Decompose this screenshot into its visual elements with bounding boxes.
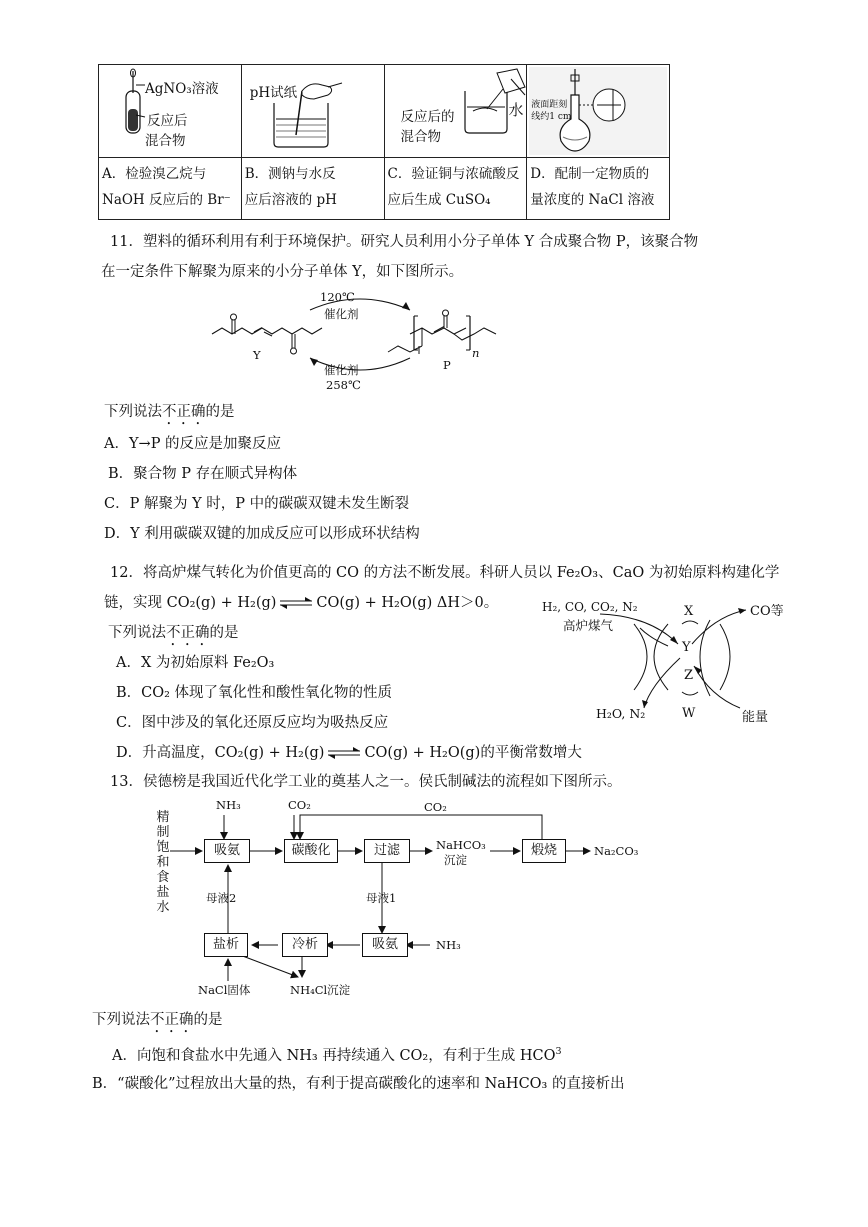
nahco3-label: NaHCO₃ <box>436 838 486 852</box>
q12-option-d[interactable]: D．升高温度，CO₂(g) + H₂(g) CO(g) + H₂O(g)的平衡常数增大 <box>116 745 582 761</box>
salting-out-box: 盐析 <box>204 933 248 957</box>
caption-line-1: C．验证铜与浓硫酸反 <box>387 166 520 182</box>
filter-box: 过滤 <box>364 839 410 863</box>
q12-stem-2: 链，实现 CO₂(g) + H₂(g) CO(g) + H₂O(g) ΔH＞0。 <box>104 595 499 611</box>
mixture-label-1: 反应后 <box>147 113 188 129</box>
equilibrium-arrow-icon <box>327 747 361 759</box>
cycle-y: Y <box>682 640 691 655</box>
mixture-label-1: 反应后的 <box>400 109 455 125</box>
q10-option-table <box>98 64 670 220</box>
q12-option-b[interactable]: B．CO₂ 体现了氧化性和酸性氧化物的性质 <box>116 685 393 701</box>
q12-option-c[interactable]: C．图中涉及的氧化还原反应均为吸热反应 <box>116 715 389 731</box>
cycle-output-top: CO等 <box>750 604 784 619</box>
q12-question: 下列说法不正确的是 <box>108 625 239 641</box>
q11-option-b[interactable]: B．聚合物 P 存在顺式异构体 <box>108 466 298 482</box>
q13-question: 下列说法不正确的是 <box>92 1012 223 1028</box>
q10-option-d[interactable] <box>527 158 670 220</box>
nh3-bottom: NH₃ <box>436 938 461 952</box>
caption-line-2: 量浓度的 NaCl 溶液 <box>530 192 655 208</box>
cycle-x: X <box>684 604 694 619</box>
q13-option-a[interactable]: A．向饱和食盐水中先通入 NH₃ 再持续通入 CO₂，有利于生成 HCO$^3$ <box>112 1046 562 1064</box>
mother-liquor-2: 母液2 <box>206 891 237 905</box>
polymer-label: P <box>443 358 451 372</box>
q11-question: 下列说法不正确的是 <box>104 404 235 420</box>
reagent-label: AgNO₃溶液 <box>145 81 219 97</box>
q10-option-a[interactable] <box>99 158 242 220</box>
q11-option-a[interactable]: A．Y→P 的反应是加聚反应 <box>104 436 282 452</box>
q10-cell-a-figure <box>99 65 242 158</box>
water-label: 水 <box>508 101 524 119</box>
top-temperature: 120℃ <box>320 290 355 304</box>
mixture-label-2: 混合物 <box>400 129 441 145</box>
q11-option-c[interactable]: C．P 解聚为 Y 时，P 中的碳碳双键未发生断裂 <box>104 496 410 512</box>
cycle-w: W <box>682 706 696 721</box>
level-label-1: 液面距刻 <box>531 100 568 110</box>
q10-cell-b-figure <box>241 65 384 158</box>
nacl-solid: NaCl固体 <box>198 983 251 997</box>
co2-top: CO₂ <box>288 798 311 812</box>
mixture-label-2: 混合物 <box>145 133 186 149</box>
caption-line-1: B．测钠与水反 <box>244 166 336 182</box>
cycle-z: Z <box>684 668 694 683</box>
carbonation-box: 碳酸化 <box>284 839 338 863</box>
ph-paper-label: pH试纸 <box>249 85 298 101</box>
q10-option-c[interactable] <box>384 158 527 220</box>
q10-cell-c-figure <box>384 65 527 158</box>
q13-stem: 13．侯德榜是我国近代化学工业的奠基人之一。侯氏制碱法的流程如下图所示。 <box>110 774 622 790</box>
repeat-n-label: n <box>472 346 480 360</box>
monomer-label: Y <box>253 348 261 362</box>
energy-label: 能量 <box>742 710 769 725</box>
gas-input-2: 高炉煤气 <box>563 618 614 633</box>
level-label-2: 线约1 cm <box>531 112 572 122</box>
precipitate-label: 沉淀 <box>444 853 467 867</box>
absorb-ammonia-2-box: 吸氨 <box>362 933 408 957</box>
equilibrium-arrow-icon <box>279 597 313 609</box>
feed-brine: 精制饱和食盐水 <box>156 810 170 915</box>
caption-line-1: D．配制一定物质的 <box>530 166 650 182</box>
q11-stem-1: 11．塑料的循环利用有利于环境保护。研究人员利用小分子单体 Y 合成聚合物 P，该聚合物 <box>110 234 699 250</box>
cooling-box: 冷析 <box>282 933 328 957</box>
q10-option-b[interactable] <box>241 158 384 220</box>
co2-recycle: CO₂ <box>424 800 447 814</box>
ph-paper-beaker-figure <box>242 65 355 157</box>
q12-stem-1: 12．将高炉煤气转化为价值更高的 CO 的方法不断发展。科研人员以 Fe₂O₃、CaO 为初始原料构建化学 <box>110 565 780 581</box>
caption-line-2: 应后生成 CuSO₄ <box>387 192 491 208</box>
q11-stem-2: 在一定条件下解聚为原来的小分子单体 Y，如下图所示。 <box>101 264 464 280</box>
nh4cl-precipitate: NH₄Cl沉淀 <box>290 983 351 997</box>
caption-line-1: A．检验溴乙烷与 <box>102 166 207 182</box>
q10-cell-d-figure <box>527 65 670 158</box>
caption-line-2: 应后溶液的 pH <box>244 192 337 208</box>
gas-input-1: H₂, CO, CO₂, N₂ <box>542 600 638 614</box>
top-catalyst: 催化剂 <box>324 307 359 321</box>
bottom-temperature: 258℃ <box>326 378 361 392</box>
nh3-top: NH₃ <box>216 798 241 812</box>
mother-liquor-1: 母液1 <box>366 891 397 905</box>
product-label: Na₂CO₃ <box>594 844 639 858</box>
caption-line-2: NaOH 反应后的 Br⁻ <box>102 192 231 208</box>
q12-option-a[interactable]: A．X 为初始原料 Fe₂O₃ <box>116 655 275 671</box>
q11-option-d[interactable]: D．Y 利用碳碳双键的加成反应可以形成环状结构 <box>104 526 420 542</box>
calcine-box: 煅烧 <box>522 839 566 863</box>
absorb-ammonia-box: 吸氨 <box>204 839 250 863</box>
cycle-output-bottom: H₂O, N₂ <box>596 706 646 721</box>
q13-option-b[interactable]: B．“碳酸化”过程放出大量的热，有利于提高碳酸化的速率和 NaHCO₃ 的直接析出 <box>92 1076 625 1092</box>
bottom-catalyst: 催化剂 <box>324 363 359 377</box>
